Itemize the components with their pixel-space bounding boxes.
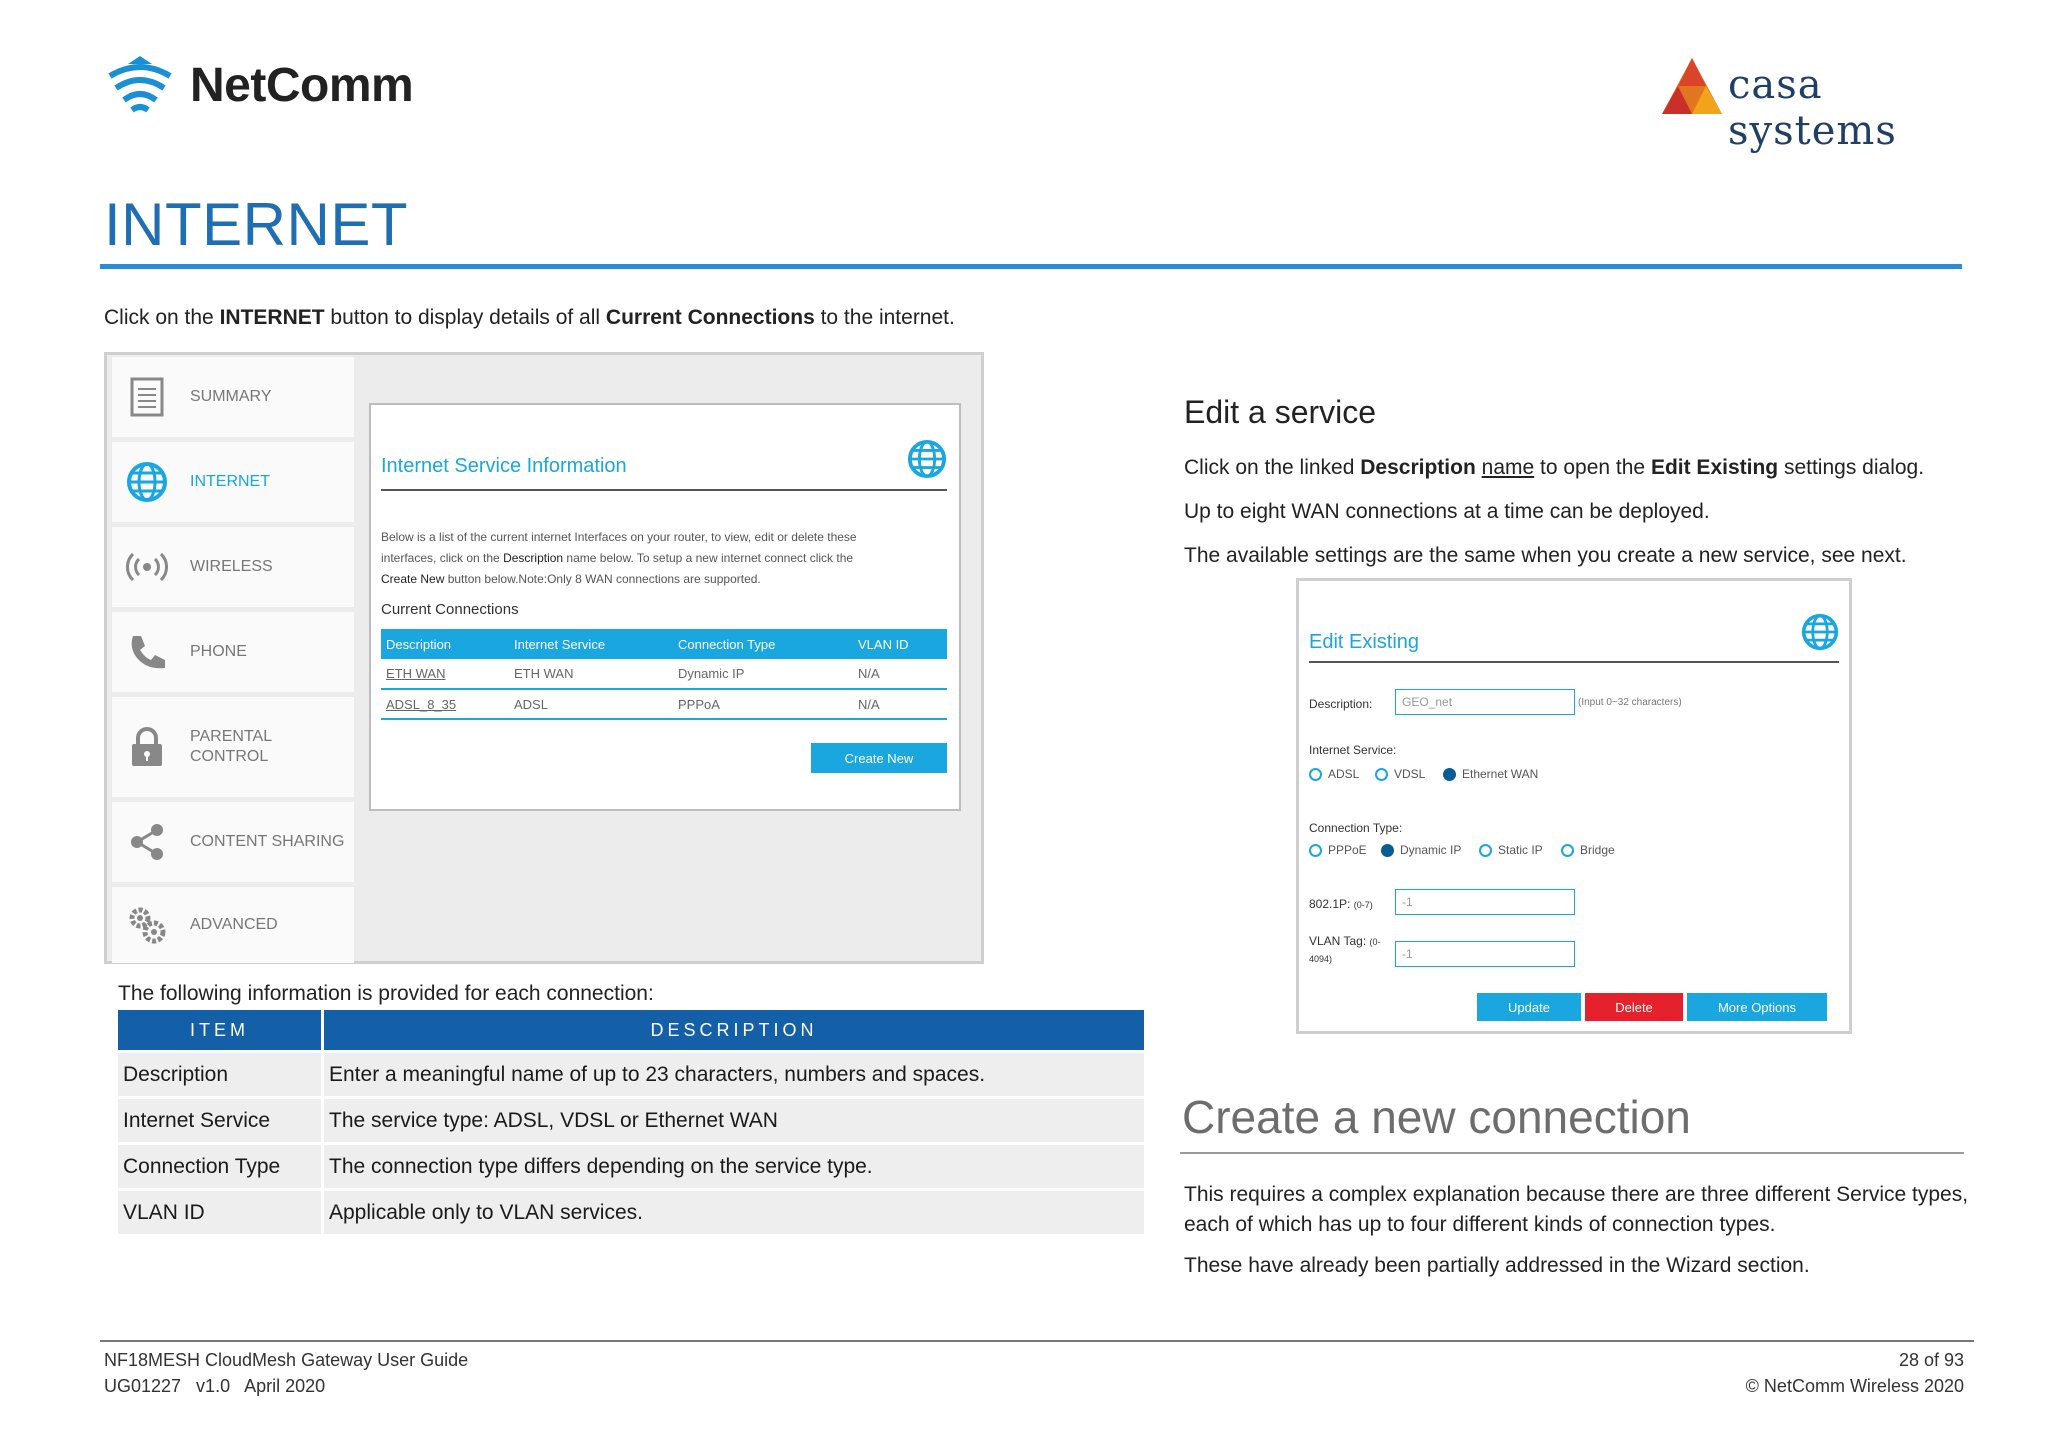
- edit-service-paragraph-2: Up to eight WAN connections at a time can be deployed.: [1184, 500, 1710, 523]
- table-cell: N/A: [853, 689, 947, 719]
- nav-label-control: CONTROL: [190, 748, 269, 765]
- intro-paragraph: [104, 306, 955, 330]
- connection-type-label: Connection Type:: [1309, 821, 1403, 835]
- update-button[interactable]: Update: [1477, 993, 1581, 1021]
- nav-item-content-sharing[interactable]: [112, 802, 354, 882]
- share-icon: [124, 819, 170, 865]
- radio-label: Ethernet WAN: [1462, 767, 1539, 781]
- radio-label: Static IP: [1498, 843, 1543, 857]
- table-row: [118, 1188, 1144, 1234]
- netcomm-logo: [104, 50, 424, 120]
- table-cell: Dynamic IP: [673, 659, 853, 689]
- panel-title: Internet Service Information: [381, 455, 627, 477]
- gears-icon: [124, 902, 170, 948]
- table-row: [118, 1050, 1144, 1096]
- radio-label: Bridge: [1580, 843, 1615, 857]
- radio-label: Dynamic IP: [1400, 843, 1462, 857]
- globe-icon: [1801, 613, 1839, 656]
- description-cell: The service type: ADSL, VDSL or Ethernet WAN: [324, 1096, 1144, 1142]
- info-header-description: DESCRIPTION: [324, 1010, 1144, 1050]
- p8021-label-text: 802.1P:: [1309, 897, 1351, 911]
- description-label: Description:: [1309, 697, 1373, 711]
- footer-copyright: © NetComm Wireless 2020: [1745, 1376, 1964, 1396]
- p8021-input[interactable]: -1: [1395, 889, 1575, 915]
- radio-label: ADSL: [1328, 767, 1360, 781]
- p1-text-e: to open the: [1534, 456, 1651, 479]
- radio-ethernet-wan[interactable]: [1443, 767, 1538, 781]
- desc-line-1: Below is a list of the current internet Interfaces on your router, to view, edit or delete these: [381, 530, 857, 544]
- create-connection-heading: Create a new connection: [1182, 1091, 1691, 1143]
- casa-systems-logo: [1660, 56, 1980, 154]
- radio-label: PPPoE: [1328, 843, 1367, 857]
- casa-brand: casa systems: [1728, 62, 1897, 154]
- nav-item-wireless[interactable]: [112, 527, 354, 607]
- netcomm-wave-icon: [104, 50, 176, 114]
- edit-service-heading: Edit a service: [1184, 394, 1377, 430]
- footer-divider: [100, 1340, 1974, 1342]
- nav-label-internet: INTERNET: [190, 473, 270, 490]
- vlan-range: (0-: [1369, 937, 1381, 947]
- nav-label-advanced: ADVANCED: [190, 916, 278, 933]
- nav-item-summary[interactable]: [112, 357, 354, 437]
- nav-label-summary: SUMMARY: [190, 388, 272, 405]
- footer-version: UG01227 v1.0 April 2020: [104, 1376, 326, 1396]
- nav-item-phone[interactable]: [112, 612, 354, 692]
- radio-dynamic-ip[interactable]: [1381, 843, 1461, 857]
- current-connections-label: Current Connections: [381, 601, 519, 618]
- casa-triangle-icon: [1660, 56, 1724, 118]
- radio-adsl[interactable]: [1309, 767, 1359, 781]
- netcomm-brand: NetComm: [190, 59, 414, 112]
- p1-text-g: settings dialog.: [1778, 456, 1925, 479]
- intro-text-2: button to display details of all: [324, 306, 606, 329]
- intro-bold-internet: INTERNET: [219, 306, 325, 329]
- intro-text-3: to the internet.: [814, 306, 955, 329]
- edit-existing-dialog: [1296, 578, 1852, 1034]
- document-icon: [124, 374, 170, 420]
- description-cell: Enter a meaningful name of up to 23 characters, numbers and spaces.: [324, 1050, 1144, 1096]
- nav-item-parental-control[interactable]: [112, 697, 354, 797]
- create-connection-divider: [1180, 1152, 1964, 1154]
- col-header-vlan-id: VLAN ID: [853, 629, 947, 659]
- connections-table: [381, 629, 947, 720]
- vlan-range-2: 4094): [1309, 954, 1333, 964]
- create-p1-line-1: This requires a complex explanation because there are three different Service types,: [1184, 1183, 1969, 1206]
- nav-item-advanced[interactable]: [112, 887, 354, 963]
- desc-line-2c: name below. To setup a new internet connect click the: [563, 551, 854, 565]
- dialog-title: Edit Existing: [1309, 631, 1420, 653]
- item-cell: Description: [118, 1050, 324, 1096]
- radio-dot: [1309, 844, 1322, 857]
- table-cell: PPPoA: [673, 689, 853, 719]
- vlan-tag-input[interactable]: -1: [1395, 941, 1575, 967]
- nav-label-parental: PARENTAL: [190, 728, 273, 745]
- create-connection-paragraph-1: [1184, 1180, 1968, 1240]
- col-header-internet-service: Internet Service: [509, 629, 673, 659]
- panel-description: [381, 527, 951, 590]
- table-row: [381, 689, 947, 719]
- title-divider: [100, 264, 1962, 269]
- connection-link[interactable]: ETH WAN: [381, 659, 509, 689]
- intro-text-1: Click on the: [104, 306, 220, 329]
- table-row: [118, 1096, 1144, 1142]
- p1-bold-edit-existing: Edit Existing: [1650, 456, 1779, 479]
- create-new-button[interactable]: Create New: [811, 743, 947, 773]
- nav-label-content-sharing: CONTENT SHARING: [190, 833, 345, 850]
- more-options-button[interactable]: More Options: [1687, 993, 1827, 1021]
- desc-line-2a: interfaces, click on the: [381, 551, 504, 565]
- item-cell: VLAN ID: [118, 1188, 324, 1234]
- page-title: INTERNET: [104, 191, 408, 258]
- edit-service-paragraph-3: The available settings are the same when you create a new service, see next.: [1184, 544, 1907, 567]
- p8021-label: [1309, 897, 1373, 911]
- radio-dot: [1309, 768, 1322, 781]
- phone-icon: [124, 629, 170, 675]
- info-table: [118, 1010, 1144, 1234]
- lock-icon: [124, 724, 170, 770]
- intro-bold-current-connections: Current Connections: [605, 306, 815, 329]
- table-row: [118, 1142, 1144, 1188]
- p1-underline-name: name: [1481, 456, 1535, 479]
- create-connection-paragraph-2: These have already been partially addressed in the Wizard section.: [1184, 1254, 1810, 1277]
- table-row: [381, 659, 947, 689]
- globe-icon: [124, 459, 170, 505]
- table-cell: ADSL: [509, 689, 673, 719]
- item-cell: Internet Service: [118, 1096, 324, 1142]
- desc-line-2b: Description: [503, 551, 564, 565]
- wireless-icon: [124, 544, 170, 590]
- table-cell: N/A: [853, 659, 947, 689]
- vlan-tag-label: [1309, 933, 1381, 967]
- p1-bold-description: Description: [1360, 456, 1476, 479]
- radio-dot-selected: [1381, 844, 1394, 857]
- desc-line-3b: button below.Note:Only 8 WAN connections are supported.: [444, 572, 761, 586]
- panel-divider: [381, 489, 947, 491]
- vlan-label-text: VLAN Tag:: [1309, 934, 1367, 948]
- nav-label-parental-control: [190, 727, 272, 767]
- radio-dot-selected: [1443, 768, 1456, 781]
- radio-dot: [1375, 768, 1388, 781]
- radio-pppoe[interactable]: [1309, 843, 1367, 857]
- footer-page-number: 28 of 93: [1898, 1350, 1964, 1370]
- radio-label: VDSL: [1394, 767, 1426, 781]
- radio-dot: [1479, 844, 1492, 857]
- radio-static-ip[interactable]: [1479, 843, 1543, 857]
- footer-guide-title: NF18MESH CloudMesh Gateway User Guide: [104, 1350, 469, 1370]
- radio-vdsl[interactable]: [1375, 767, 1425, 781]
- table-cell: ETH WAN: [509, 659, 673, 689]
- info-header-item: ITEM: [118, 1010, 324, 1050]
- connection-link[interactable]: ADSL_8_35: [381, 689, 509, 719]
- following-info-text: The following information is provided for each connection:: [118, 982, 654, 1005]
- delete-button[interactable]: Delete: [1585, 993, 1683, 1021]
- description-hint: (Input 0~32 characters): [1578, 697, 1682, 708]
- radio-dot: [1561, 844, 1574, 857]
- p8021-range: (0-7): [1353, 900, 1373, 910]
- description-input[interactable]: GEO_net: [1395, 689, 1575, 715]
- description-cell: Applicable only to VLAN services.: [324, 1188, 1144, 1234]
- col-header-description: Description: [381, 629, 509, 659]
- router-screenshot: [104, 352, 984, 964]
- radio-bridge[interactable]: [1561, 843, 1615, 857]
- edit-service-paragraph-1: [1184, 456, 1924, 480]
- description-cell: The connection type differs depending on the service type.: [324, 1142, 1144, 1188]
- dialog-divider: [1309, 661, 1839, 663]
- nav-label-wireless: WIRELESS: [190, 558, 273, 575]
- create-p1-line-2: each of which has up to four different kinds of connection types.: [1184, 1213, 1776, 1236]
- col-header-connection-type: Connection Type: [673, 629, 853, 659]
- nav-item-internet[interactable]: [112, 442, 354, 522]
- globe-icon: [907, 439, 947, 484]
- nav-label-phone: PHONE: [190, 643, 247, 660]
- desc-line-3a: Create New: [381, 572, 445, 586]
- item-cell: Connection Type: [118, 1142, 324, 1188]
- p1-text-a: Click on the linked: [1184, 456, 1361, 479]
- internet-service-panel: [369, 403, 961, 811]
- internet-service-label: Internet Service:: [1309, 743, 1397, 757]
